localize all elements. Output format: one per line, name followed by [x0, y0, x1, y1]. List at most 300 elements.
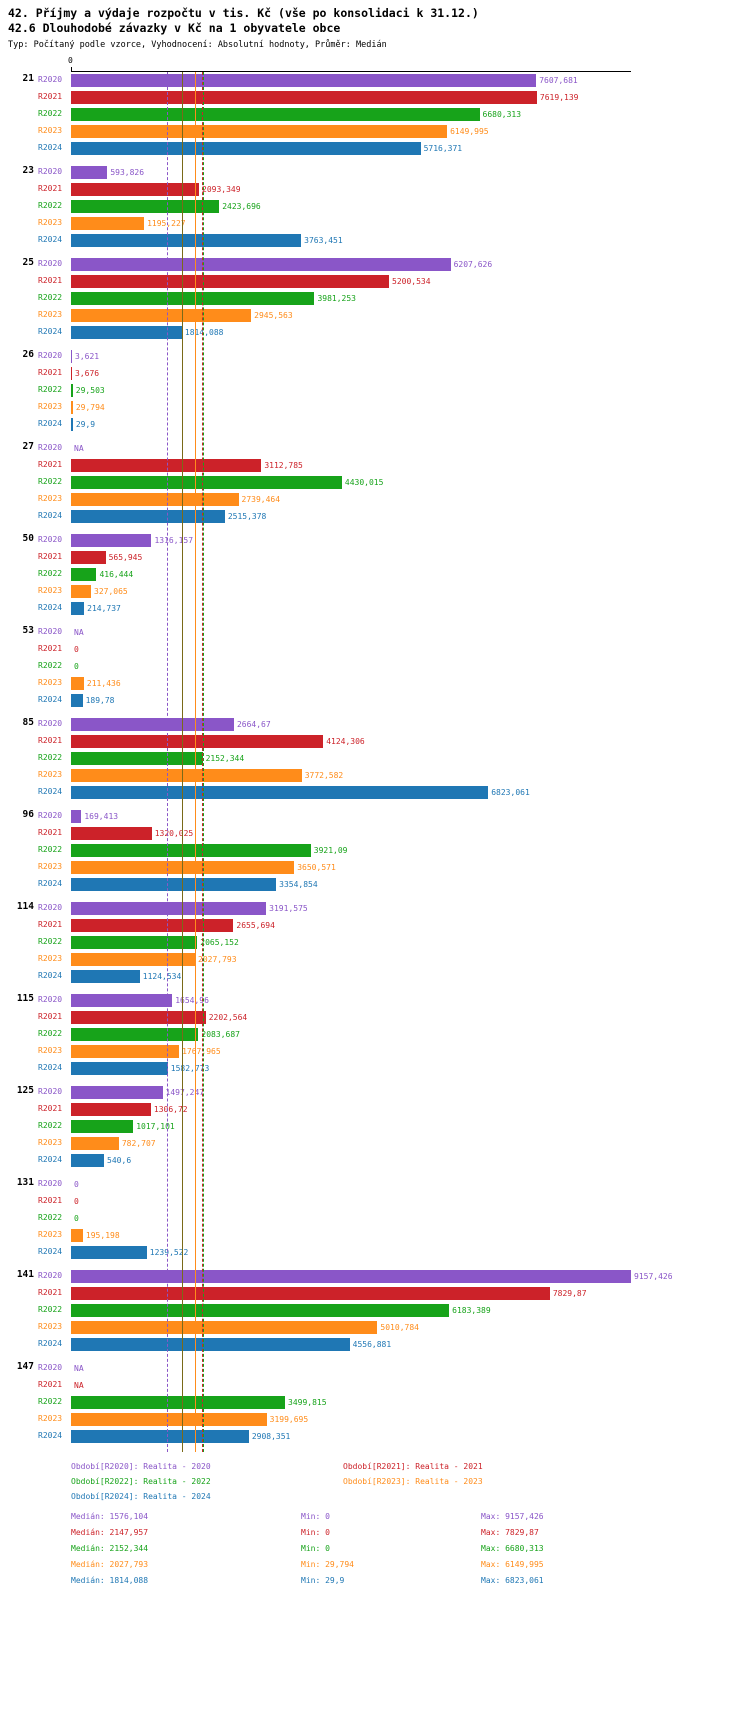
- reference-line-median-2023: [195, 72, 196, 1452]
- bar-container[interactable]: [71, 844, 348, 857]
- bar[interactable]: [71, 551, 106, 564]
- bar[interactable]: [71, 1154, 104, 1167]
- bar[interactable]: [71, 1287, 550, 1300]
- bar[interactable]: [71, 1137, 119, 1150]
- bar-container[interactable]: [71, 694, 115, 707]
- bar-value-label: 4124,306: [326, 737, 365, 746]
- bar-row-series-label: R2024: [38, 327, 63, 336]
- bar-value-label: 2739,464: [241, 495, 281, 504]
- bar-value-label: 1239,522: [149, 1248, 189, 1257]
- bar-container[interactable]: [71, 326, 223, 339]
- bar-container[interactable]: [71, 1287, 587, 1300]
- bar-container[interactable]: [71, 677, 121, 690]
- bar-row: [0, 508, 750, 525]
- bar[interactable]: [71, 919, 233, 932]
- bar-container[interactable]: [71, 1045, 221, 1058]
- bar-row-series-label: R2021: [38, 736, 63, 745]
- bar-container[interactable]: [71, 183, 241, 196]
- bar-row: [0, 273, 750, 290]
- bar-row-series-label: R2024: [38, 235, 63, 244]
- bar-row: [0, 532, 750, 549]
- bar-row-series-label: R2020: [38, 1271, 63, 1280]
- statistic-min: Min: 0: [301, 1528, 330, 1537]
- bar-container[interactable]: [71, 1362, 84, 1375]
- bar-container[interactable]: [71, 902, 308, 915]
- bar-value-label: 416,444: [99, 570, 134, 579]
- bar-container[interactable]: [71, 994, 209, 1007]
- bar-row-series-label: R2023: [38, 126, 63, 135]
- bar-container[interactable]: [71, 1195, 79, 1208]
- bar-container[interactable]: [71, 217, 186, 230]
- bar-group-label: 131: [16, 1177, 34, 1188]
- bar-row: [0, 1176, 750, 1193]
- bar-row: [0, 968, 750, 985]
- bar-value-label: 29,794: [75, 403, 105, 412]
- bar-container[interactable]: [71, 936, 239, 949]
- bar-row: [0, 549, 750, 566]
- bar-row: [0, 72, 750, 89]
- statistic-max: Max: 6680,313: [481, 1544, 544, 1553]
- bar[interactable]: [71, 970, 140, 983]
- bar-row-series-label: R2021: [38, 1196, 63, 1205]
- bar[interactable]: [71, 166, 107, 179]
- bar-group: [0, 992, 750, 1084]
- bar-value-label: 4556,881: [352, 1340, 392, 1349]
- bar-row-series-label: R2024: [38, 1247, 63, 1256]
- bar-value-label: 1124,534: [142, 972, 182, 981]
- bar-row-series-label: R2022: [38, 845, 63, 854]
- bar-group: [0, 348, 750, 440]
- bar-value-label: 5010,784: [380, 1323, 419, 1332]
- bar[interactable]: [71, 902, 266, 915]
- bar[interactable]: [71, 602, 84, 615]
- bar[interactable]: [71, 1120, 133, 1133]
- bar-value-label: 0: [74, 645, 79, 654]
- bar[interactable]: [71, 1338, 350, 1351]
- bar-value-label: 1306,72: [153, 1105, 188, 1114]
- bar-container[interactable]: [71, 1011, 247, 1024]
- statistic-min: Min: 29,9: [301, 1576, 345, 1585]
- bar[interactable]: [71, 292, 314, 305]
- bar[interactable]: [71, 125, 447, 138]
- bar-row: [0, 290, 750, 307]
- bar-container[interactable]: [71, 493, 280, 506]
- bar-row: [0, 675, 750, 692]
- bar-container[interactable]: [71, 810, 118, 823]
- bar-row: [0, 457, 750, 474]
- bar-container[interactable]: [71, 568, 133, 581]
- bar[interactable]: [71, 694, 83, 707]
- bar-row-series-label: R2021: [38, 552, 63, 561]
- bar-container[interactable]: [71, 735, 365, 748]
- bar[interactable]: [71, 183, 199, 196]
- bar-container[interactable]: [71, 1379, 84, 1392]
- bar-value-label: 7619,139: [539, 93, 579, 102]
- page-title: 42. Příjmy a výdaje rozpočtu v tis. Kč (vše po konsolidaci k 31.12.): [8, 6, 479, 20]
- bar[interactable]: [71, 844, 311, 857]
- legend-item: Období[R2024]: Realita - 2024: [71, 1492, 211, 1501]
- bar-group-label: 21: [22, 73, 34, 84]
- bar-container[interactable]: [71, 125, 489, 138]
- bar-row: [0, 1394, 750, 1411]
- bar-row: [0, 859, 750, 876]
- bar-value-label: 9157,426: [634, 1272, 673, 1281]
- bar-group: [0, 1176, 750, 1268]
- bar-row-series-label: R2021: [38, 1288, 63, 1297]
- bar[interactable]: [71, 1246, 147, 1259]
- bar-row-series-label: R2022: [38, 385, 63, 394]
- bar[interactable]: [71, 994, 172, 1007]
- bar-container[interactable]: [71, 1137, 156, 1150]
- bar-value-label: 782,707: [121, 1139, 156, 1148]
- bar-container[interactable]: [71, 1304, 491, 1317]
- bar[interactable]: [71, 735, 323, 748]
- bar-container[interactable]: [71, 442, 84, 455]
- bar-row-series-label: R2020: [38, 627, 63, 636]
- bar-value-label: 593,826: [110, 168, 145, 177]
- bar[interactable]: [71, 108, 480, 121]
- bar-value-label: 1767,965: [182, 1047, 221, 1056]
- bar-row-series-label: R2021: [38, 368, 63, 377]
- bar-container[interactable]: [71, 200, 261, 213]
- bar-value-label: NA: [74, 444, 84, 453]
- bar-group-label: 26: [22, 349, 34, 360]
- bar-row: [0, 307, 750, 324]
- bars-plot: [0, 72, 750, 1452]
- bar-value-label: NA: [74, 1381, 84, 1390]
- bar[interactable]: [71, 769, 302, 782]
- bar-row: [0, 1135, 750, 1152]
- bar-row-series-label: R2024: [38, 1063, 63, 1072]
- bar-value-label: 4430,015: [344, 478, 384, 487]
- bar-container[interactable]: [71, 919, 275, 932]
- bar-row: [0, 1009, 750, 1026]
- bar-value-label: 2027,793: [198, 955, 237, 964]
- bar-row: [0, 951, 750, 968]
- bar[interactable]: [71, 326, 182, 339]
- reference-line-median-2024: [182, 72, 183, 1452]
- bar-group-label: 147: [16, 1361, 34, 1372]
- bar-row: [0, 1268, 750, 1285]
- bar-row-series-label: R2020: [38, 903, 63, 912]
- bar-row: [0, 232, 750, 249]
- statistics-row: [71, 1560, 750, 1576]
- bar-value-label: 1497,247: [165, 1088, 205, 1097]
- bar-row: [0, 992, 750, 1009]
- bar[interactable]: [71, 1396, 285, 1409]
- bar-value-label: 1195,227: [147, 219, 186, 228]
- bar-value-label: 5200,534: [392, 277, 431, 286]
- bar[interactable]: [71, 1229, 83, 1242]
- bar-value-label: 2945,563: [254, 311, 293, 320]
- bar-value-label: 0: [74, 1197, 79, 1206]
- bar-container[interactable]: [71, 1086, 204, 1099]
- bar-group: [0, 164, 750, 256]
- bar[interactable]: [71, 309, 251, 322]
- bar-value-label: 3981,253: [317, 294, 356, 303]
- bar-group-label: 23: [22, 165, 34, 176]
- bar-row-series-label: R2023: [38, 954, 63, 963]
- bar-value-label: 2152,344: [205, 754, 245, 763]
- bar-container[interactable]: [71, 275, 431, 288]
- bar-container[interactable]: [71, 1178, 79, 1191]
- bar-value-label: 169,413: [84, 812, 119, 821]
- reference-line-median-2020: [167, 72, 168, 1452]
- bar-container[interactable]: [71, 1338, 391, 1351]
- bar-row-series-label: R2023: [38, 1322, 63, 1331]
- bar-value-label: 3921,09: [313, 846, 348, 855]
- bar[interactable]: [71, 493, 239, 506]
- bar-row: [0, 808, 750, 825]
- bar[interactable]: [71, 1086, 163, 1099]
- bar[interactable]: [71, 1062, 168, 1075]
- bar-row-series-label: R2022: [38, 1305, 63, 1314]
- bar-value-label: 29,9: [75, 420, 96, 429]
- bar[interactable]: [71, 258, 451, 271]
- bar-container[interactable]: [71, 718, 271, 731]
- bar-container[interactable]: [71, 367, 99, 380]
- bar-container[interactable]: [71, 1028, 240, 1041]
- bar[interactable]: [71, 217, 144, 230]
- x-axis: [0, 56, 750, 72]
- bar-container[interactable]: [71, 166, 144, 179]
- chart-legend: [0, 1462, 750, 1507]
- bar[interactable]: [71, 878, 276, 891]
- bar-value-label: 214,737: [87, 604, 121, 613]
- bar-container[interactable]: [71, 551, 142, 564]
- bar-container[interactable]: [71, 1396, 327, 1409]
- bar-container[interactable]: [71, 1430, 290, 1443]
- bar[interactable]: [71, 142, 421, 155]
- statistic-median: Medián: 2147,957: [71, 1528, 149, 1537]
- bar-row: [0, 825, 750, 842]
- bar-container[interactable]: [71, 827, 193, 840]
- bar[interactable]: [71, 275, 389, 288]
- bar-container[interactable]: [71, 1270, 673, 1283]
- bar-value-label: 2065,152: [200, 938, 239, 947]
- bar-container[interactable]: [71, 953, 237, 966]
- bar-row: [0, 106, 750, 123]
- bar-row-series-label: R2021: [38, 1104, 63, 1113]
- statistic-min: Min: 0: [301, 1512, 330, 1521]
- bar-row-series-label: R2021: [38, 276, 63, 285]
- bar[interactable]: [71, 1321, 377, 1334]
- bar[interactable]: [71, 1413, 267, 1426]
- bar-container[interactable]: [71, 1103, 188, 1116]
- bar-row-series-label: R2020: [38, 719, 63, 728]
- bar-row: [0, 1026, 750, 1043]
- bar-container[interactable]: [71, 1154, 131, 1167]
- bar-group-label: 25: [22, 257, 34, 268]
- bar[interactable]: [71, 936, 197, 949]
- bar-value-label: 0: [74, 1180, 79, 1189]
- bar-value-label: 2083,687: [201, 1030, 240, 1039]
- x-axis-tick-label-0: 0: [68, 56, 73, 65]
- bar-row: [0, 164, 750, 181]
- bar-row-series-label: R2022: [38, 1121, 63, 1130]
- bar-value-label: 1316,157: [154, 536, 194, 545]
- bar-row: [0, 876, 750, 893]
- bar-row-series-label: R2022: [38, 1213, 63, 1222]
- bar-row: [0, 1043, 750, 1060]
- bar-container[interactable]: [71, 476, 383, 489]
- bar[interactable]: [71, 200, 219, 213]
- bar-row: [0, 1118, 750, 1135]
- bar[interactable]: [71, 1270, 631, 1283]
- bar-row: [0, 692, 750, 709]
- bar-container[interactable]: [71, 626, 84, 639]
- bar-value-label: NA: [74, 628, 84, 637]
- bar[interactable]: [71, 534, 151, 547]
- bar-row-series-label: R2024: [38, 419, 63, 428]
- bar[interactable]: [71, 677, 84, 690]
- bar-row-series-label: R2024: [38, 695, 63, 704]
- bar-row: [0, 1377, 750, 1394]
- statistics-row: [71, 1528, 750, 1544]
- bar[interactable]: [71, 459, 261, 472]
- bar-row: [0, 1084, 750, 1101]
- bar-value-label: 195,198: [85, 1231, 120, 1240]
- bar-container[interactable]: [71, 350, 99, 363]
- bar-container[interactable]: [71, 384, 105, 397]
- bar-value-label: 5716,371: [423, 144, 463, 153]
- bar[interactable]: [71, 1028, 198, 1041]
- bar-row-series-label: R2023: [38, 310, 63, 319]
- bar-row: [0, 1101, 750, 1118]
- chart-header: [0, 0, 750, 52]
- bar-row: [0, 399, 750, 416]
- bar-row-series-label: R2023: [38, 1046, 63, 1055]
- bar-row: [0, 256, 750, 273]
- bar-container[interactable]: [71, 1120, 175, 1133]
- bar-value-label: 6680,313: [482, 110, 522, 119]
- bar-container[interactable]: [71, 510, 266, 523]
- bar-row: [0, 1060, 750, 1077]
- bar[interactable]: [71, 1011, 206, 1024]
- bar-row: [0, 215, 750, 232]
- bar-container[interactable]: [71, 1229, 120, 1242]
- bar[interactable]: [71, 1045, 179, 1058]
- bar-value-label: 6183,389: [452, 1306, 491, 1315]
- bar-group-label: 50: [22, 533, 34, 544]
- bar[interactable]: [71, 1103, 151, 1116]
- bar-container[interactable]: [71, 769, 343, 782]
- bar[interactable]: [71, 476, 342, 489]
- bar-container[interactable]: [71, 418, 95, 431]
- bar-row: [0, 600, 750, 617]
- bar-container[interactable]: [71, 1413, 308, 1426]
- bar-container[interactable]: [71, 108, 521, 121]
- bar-container[interactable]: [71, 534, 193, 547]
- bar-container[interactable]: [71, 970, 181, 983]
- statistic-median: Medián: 2152,344: [71, 1544, 149, 1553]
- bar-container[interactable]: [71, 1321, 419, 1334]
- bar-value-label: 2655,694: [236, 921, 275, 930]
- bar-value-label: 3199,695: [269, 1415, 309, 1424]
- bar-row: [0, 1360, 750, 1377]
- statistics-row: [71, 1544, 750, 1560]
- bar-row-series-label: R2021: [38, 828, 63, 837]
- bar-container[interactable]: [71, 234, 343, 247]
- bar-container[interactable]: [71, 74, 578, 87]
- bar-row-series-label: R2020: [38, 535, 63, 544]
- bar-container[interactable]: [71, 459, 303, 472]
- bar[interactable]: [71, 810, 81, 823]
- bar[interactable]: [71, 718, 234, 731]
- bar-group-label: 96: [22, 809, 34, 820]
- bar-row: [0, 733, 750, 750]
- bar[interactable]: [71, 1304, 449, 1317]
- legend-item: Období[R2022]: Realita - 2022: [71, 1477, 211, 1486]
- bar[interactable]: [71, 568, 96, 581]
- bar-container[interactable]: [71, 1246, 188, 1259]
- bar-container[interactable]: [71, 602, 121, 615]
- bar-value-label: 2908,351: [251, 1432, 291, 1441]
- bar-value-label: 6149,995: [450, 127, 489, 136]
- bar-container[interactable]: [71, 292, 356, 305]
- bar[interactable]: [71, 234, 301, 247]
- bar[interactable]: [71, 786, 488, 799]
- bar[interactable]: [71, 1430, 249, 1443]
- chart-subtitle: 42.6 Dlouhodobé závazky v Kč na 1 obyvatele obce: [8, 21, 341, 35]
- bar-container[interactable]: [71, 258, 492, 271]
- bar-container[interactable]: [71, 585, 128, 598]
- bar-row-series-label: R2020: [38, 443, 63, 452]
- bar-value-label: 1582,773: [170, 1064, 210, 1073]
- bar-row-series-label: R2022: [38, 1397, 63, 1406]
- bar-row: [0, 767, 750, 784]
- bar-container[interactable]: [71, 786, 530, 799]
- statistic-max: Max: 9157,426: [481, 1512, 544, 1521]
- bar[interactable]: [71, 827, 152, 840]
- bar-row: [0, 123, 750, 140]
- bar-row: [0, 1411, 750, 1428]
- bar-row: [0, 658, 750, 675]
- bar[interactable]: [71, 74, 536, 87]
- bar-value-label: 3112,785: [264, 461, 303, 470]
- bar-container[interactable]: [71, 1212, 79, 1225]
- bar[interactable]: [71, 91, 537, 104]
- bar[interactable]: [71, 585, 91, 598]
- statistic-max: Max: 7829,87: [481, 1528, 539, 1537]
- bar-container[interactable]: [71, 91, 578, 104]
- bar-value-label: 565,945: [108, 553, 143, 562]
- bar-container[interactable]: [71, 142, 462, 155]
- bar-group: [0, 716, 750, 808]
- bar-row: [0, 900, 750, 917]
- bar-value-label: 3354,854: [279, 880, 318, 889]
- bar-row-series-label: R2020: [38, 995, 63, 1004]
- bar-row: [0, 716, 750, 733]
- bar-row-series-label: R2021: [38, 460, 63, 469]
- bar-container[interactable]: [71, 752, 244, 765]
- bar[interactable]: [71, 953, 195, 966]
- bar-container[interactable]: [71, 401, 105, 414]
- statistic-min: Min: 0: [301, 1544, 330, 1553]
- bar-row: [0, 474, 750, 491]
- bar-container[interactable]: [71, 660, 79, 673]
- chart-statistics: [0, 1512, 750, 1592]
- bar-container[interactable]: [71, 643, 79, 656]
- bar-value-label: NA: [74, 1364, 84, 1373]
- bar-container[interactable]: [71, 1062, 209, 1075]
- bar-row-series-label: R2023: [38, 1414, 63, 1423]
- bar-row-series-label: R2024: [38, 603, 63, 612]
- legend-item: Období[R2020]: Realita - 2020: [71, 1462, 211, 1471]
- bar-group-label: 115: [16, 993, 34, 1004]
- bar-value-label: 2664,67: [236, 720, 271, 729]
- bar-value-label: 3,676: [75, 369, 100, 378]
